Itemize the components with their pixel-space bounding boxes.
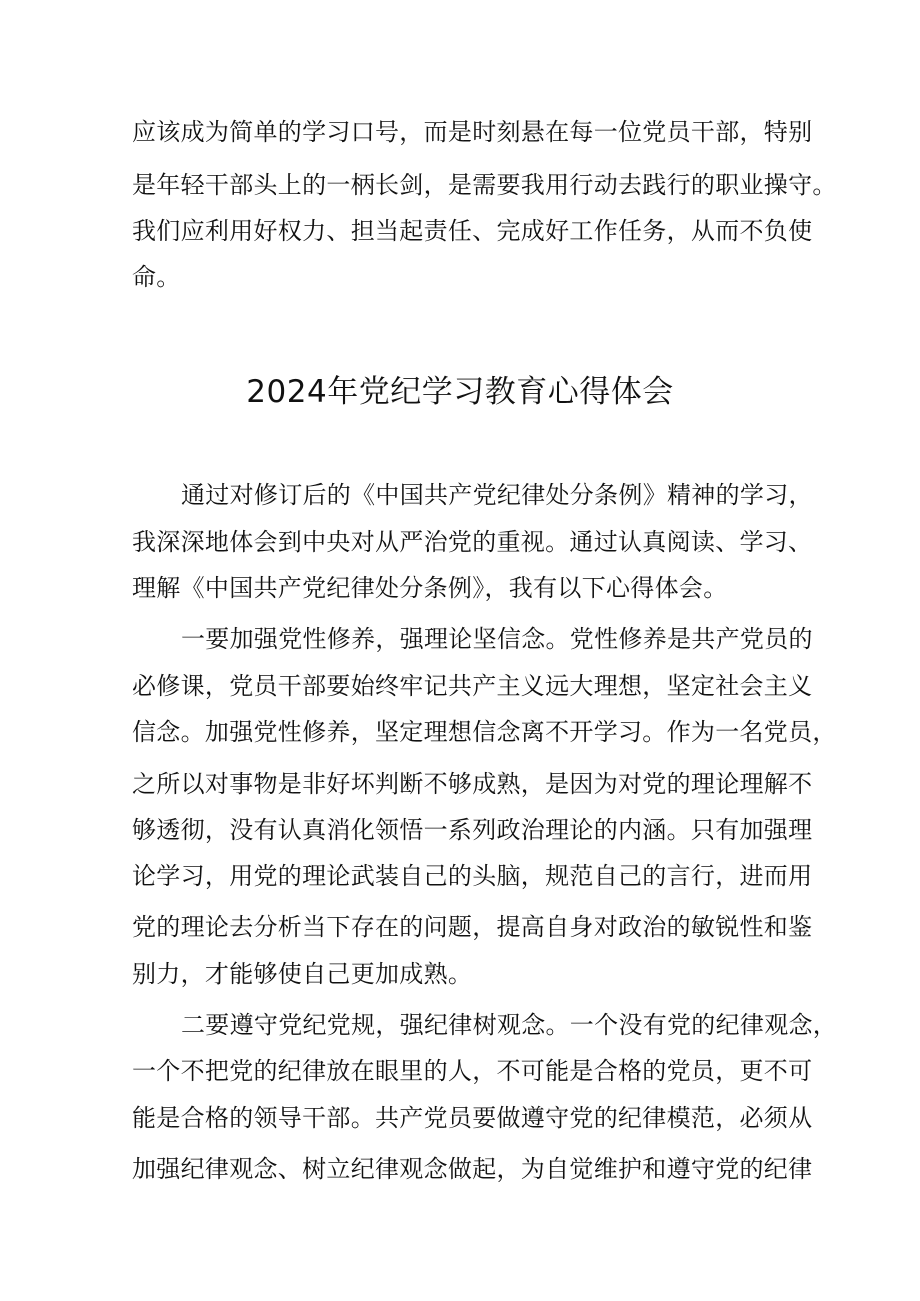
paragraph3-line-4: 加强纪律观念、树立纪律观念做起，为自觉维护和遵守党的纪律 <box>132 1155 813 1183</box>
intro-line-4: 命。 <box>132 263 181 291</box>
intro-line-2: 是年轻干部头上的一柄长剑，是需要我用行动去践行的职业操守。 <box>132 171 837 199</box>
paragraph2-line-5: 够透彻，没有认真消化领悟一系列政治理论的内涵。只有加强理 <box>132 816 813 844</box>
paragraph2-line-6: 论学习，用党的理论武装自己的头脑，规范自己的言行，进而用 <box>132 862 813 890</box>
paragraph3-line-2: 一个不把党的纪律放在眼里的人，不可能是合格的党员，更不可 <box>132 1057 813 1085</box>
paragraph2-line-8: 别力，才能够使自己更加成熟。 <box>132 960 473 988</box>
paragraph2-line-4: 之所以对事物是非好坏判断不够成熟，是因为对党的理论理解不 <box>132 770 813 798</box>
intro-line-3: 我们应利用好权力、担当起责任、完成好工作任务，从而不负使 <box>132 217 813 245</box>
paragraph2-line-2: 必修课，党员干部要始终牢记共产主义远大理想，坚定社会主义 <box>132 672 813 700</box>
paragraph1-line-2: 我深深地体会到中央对从严治党的重视。通过认真阅读、学习、 <box>132 528 813 556</box>
page-title: 2024年党纪学习教育心得体会 <box>246 374 674 410</box>
paragraph3-line-3: 能是合格的领导干部。共产党员要做遵守党的纪律模范，必须从 <box>132 1104 813 1132</box>
paragraph2-line-7: 党的理论去分析当下存在的问题，提高自身对政治的敏锐性和鉴 <box>132 913 813 941</box>
paragraph2-line-1: 一要加强党性修养，强理论坚信念。党性修养是共产党员的 <box>181 625 813 653</box>
paragraph3-line-1: 二要遵守党纪党规，强纪律树观念。一个没有党的纪律观念， <box>181 1011 838 1039</box>
paragraph2-line-3: 信念。加强党性修养，坚定理想信念离不开学习。作为一名党员， <box>132 718 837 746</box>
intro-line-1: 应该成为简单的学习口号，而是时刻悬在每一位党员干部，特别 <box>132 118 813 146</box>
paragraph1-line-1: 通过对修订后的《中国共产党纪律处分条例》精神的学习， <box>181 481 813 509</box>
paragraph1-line-3: 理解《中国共产党纪律处分条例》，我有以下心得体会。 <box>132 574 728 602</box>
